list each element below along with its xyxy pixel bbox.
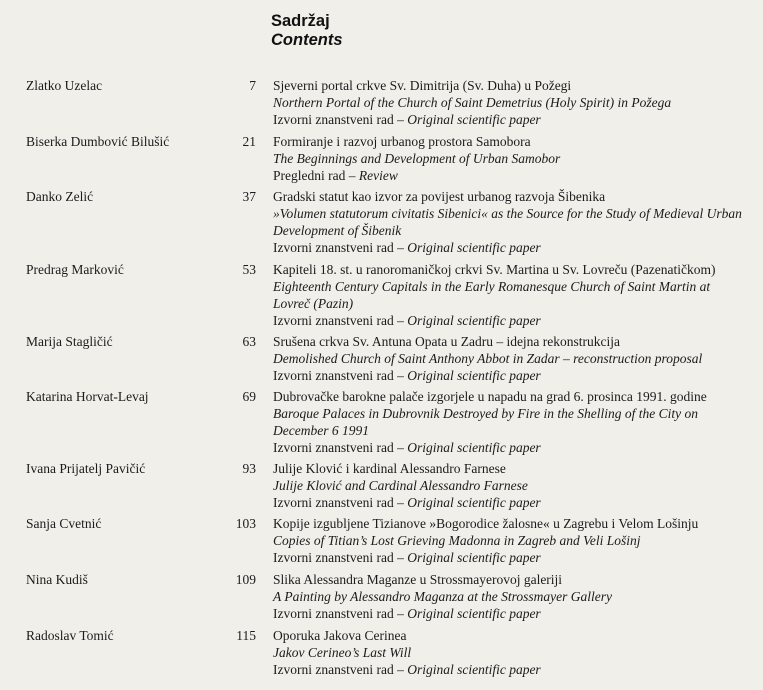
- entry-title-croatian: Sjeverni portal crkve Sv. Dimitrija (Sv. Duha) u Požegi: [273, 78, 572, 93]
- entry-author: Danko Zelić: [26, 189, 94, 204]
- paper-type-english: Original scientific paper: [407, 112, 541, 127]
- entry-title-english: Demolished Church of Saint Anthony Abbot in Zadar – reconstruction proposal: [273, 351, 703, 366]
- entry-page-number: 63: [242, 334, 256, 349]
- paper-type-croatian: Izvorni znanstveni rad –: [273, 240, 408, 255]
- paper-type-croatian: Izvorni znanstveni rad –: [273, 550, 408, 565]
- paper-type-english: Original scientific paper: [407, 550, 541, 565]
- paper-type-english: Original scientific paper: [407, 495, 541, 510]
- paper-type-croatian: Pregledni rad –: [273, 168, 359, 183]
- entry-author: Ivana Prijatelj Pavičić: [26, 461, 146, 476]
- entry-text: [273, 333, 743, 384]
- entry-paper-type: [273, 367, 743, 384]
- entry-title-croatian: Dubrovačke barokne palače izgorjele u napadu na grad 6. prosinca 1991. godine: [273, 389, 707, 404]
- entry-title-english: The Beginnings and Development of Urban Samobor: [273, 151, 561, 166]
- entry-paper-type: [273, 661, 743, 678]
- entry-page-number: 93: [242, 461, 256, 476]
- entry-paper-type: [273, 549, 743, 566]
- paper-type-english: Review: [358, 168, 398, 183]
- paper-type-croatian: Izvorni znanstveni rad –: [273, 112, 408, 127]
- entry-title-croatian: Kopije izgubljene Tizianove »Bogorodice žalosne« u Zagrebu i Velom Lošinju: [273, 516, 699, 531]
- paper-type-croatian: Izvorni znanstveni rad –: [273, 495, 408, 510]
- entry-text: [273, 133, 743, 184]
- entry-title-croatian: Oporuka Jakova Cerinea: [273, 628, 407, 643]
- paper-type-english: Original scientific paper: [407, 368, 541, 383]
- paper-type-english: Original scientific paper: [407, 662, 541, 677]
- paper-type-croatian: Izvorni znanstveni rad –: [273, 606, 408, 621]
- entry-title-croatian: Julije Klović i kardinal Alessandro Farnese: [273, 461, 506, 476]
- paper-type-english: Original scientific paper: [407, 313, 541, 328]
- paper-type-croatian: Izvorni znanstveni rad –: [273, 440, 408, 455]
- entry-author: Nina Kudiš: [26, 572, 88, 587]
- entry-title-croatian: Srušena crkva Sv. Antuna Opata u Zadru – idejna rekonstrukcija: [273, 334, 621, 349]
- entry-author: Marija Stagličić: [26, 334, 113, 349]
- entry-text: [273, 261, 743, 329]
- paper-type-english: Original scientific paper: [407, 240, 541, 255]
- paper-type-croatian: Izvorni znanstveni rad –: [273, 313, 408, 328]
- entry-title-croatian: Slika Alessandra Maganze u Strossmayerovoj galeriji: [273, 572, 563, 587]
- contents-heading: [271, 12, 343, 50]
- paper-type-english: Original scientific paper: [407, 440, 541, 455]
- entry-page-number: 103: [235, 516, 256, 531]
- entry-title-croatian: Kapiteli 18. st. u ranoromaničkoj crkvi Sv. Martina u Sv. Lovreču (Pazenatičkom): [273, 262, 716, 277]
- paper-type-croatian: Izvorni znanstveni rad –: [273, 662, 408, 677]
- entry-title-english: A Painting by Alessandro Maganza at the Strossmayer Gallery: [273, 589, 612, 604]
- entry-author: Radoslav Tomić: [26, 628, 114, 643]
- entry-title-english: Baroque Palaces in Dubrovnik Destroyed by Fire in the Shelling of the City on December 6 1991: [273, 406, 699, 438]
- entry-title-english: »Volumen statutorum civitatis Sibenici« as the Source for the Study of Medieval Urban Development of Šibenik: [273, 206, 742, 238]
- heading-english: Contents: [271, 31, 343, 49]
- entry-text: [273, 571, 743, 622]
- heading-croatian: Sadržaj: [271, 12, 330, 30]
- entry-title-english: Jakov Cerineo’s Last Will: [273, 645, 412, 660]
- entry-title-croatian: Gradski statut kao izvor za povijest urbanog razvoja Šibenika: [273, 189, 606, 204]
- entry-title-english: Copies of Titian’s Lost Grieving Madonna in Zagreb and Veli Lošinj: [273, 533, 641, 548]
- entry-paper-type: [273, 111, 743, 128]
- entry-text: [273, 460, 743, 511]
- entry-text: [273, 515, 743, 566]
- entry-author: Katarina Horvat-Levaj: [26, 389, 149, 404]
- entry-author: Biserka Dumbović Bilušić: [26, 134, 170, 149]
- entry-title-english: Julije Klović and Cardinal Alessandro Farnese: [273, 478, 528, 493]
- entry-author: Zlatko Uzelac: [26, 78, 103, 93]
- entry-author: Sanja Cvetnić: [26, 516, 102, 531]
- entry-paper-type: [273, 239, 743, 256]
- entry-title-croatian: Formiranje i razvoj urbanog prostora Samobora: [273, 134, 531, 149]
- entry-paper-type: [273, 605, 743, 622]
- entry-paper-type: [273, 439, 743, 456]
- entry-text: [273, 388, 743, 456]
- entry-text: [273, 627, 743, 678]
- entry-author: Predrag Marković: [26, 262, 124, 277]
- entry-paper-type: [273, 494, 743, 511]
- entry-page-number: 21: [242, 134, 256, 149]
- entry-page-number: 37: [242, 189, 256, 204]
- entry-paper-type: [273, 312, 743, 329]
- entry-page-number: 53: [242, 262, 256, 277]
- entry-page-number: 7: [249, 78, 256, 93]
- entry-text: [273, 188, 743, 256]
- entry-title-english: Eighteenth Century Capitals in the Early Romanesque Church of Saint Martin at Lovreč (Pazin): [273, 279, 711, 311]
- entry-paper-type: [273, 167, 743, 184]
- paper-type-croatian: Izvorni znanstveni rad –: [273, 368, 408, 383]
- entry-page-number: 115: [236, 628, 256, 643]
- entry-page-number: 69: [242, 389, 256, 404]
- entry-title-english: Northern Portal of the Church of Saint Demetrius (Holy Spirit) in Požega: [273, 95, 672, 110]
- entry-text: [273, 77, 743, 128]
- entry-page-number: 109: [235, 572, 256, 587]
- paper-type-english: Original scientific paper: [407, 606, 541, 621]
